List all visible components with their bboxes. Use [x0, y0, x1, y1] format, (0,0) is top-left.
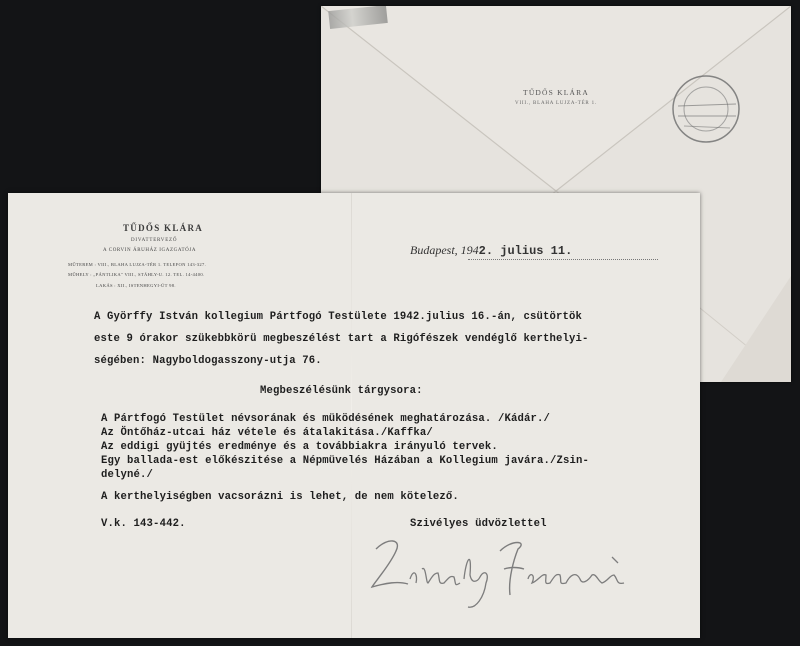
handwritten-signature — [368, 529, 658, 619]
agenda-item: Az eddigi gyüjtés eredménye és a továbbiakra irányuló tervek. — [101, 441, 498, 453]
letterhead-name: TŰDŐS KLÁRA — [123, 223, 204, 233]
envelope-sender-name: TŰDŐS KLÁRA — [523, 88, 589, 97]
letter-sheet — [8, 193, 700, 638]
agenda-item: A Pártfogó Testület névsorának és müködésének meghatározása. /Kádár./ — [101, 413, 551, 425]
letter-date — [410, 243, 572, 258]
letterhead-muterem: MŰTEREM : VIII., BLAHA LUJZA-TÉR 1. TELEFON 143-327. — [68, 262, 207, 267]
body-line: A Györffy István kollegium Pártfogó Testülete 1942.julius 16.-án, csütörtök — [94, 311, 583, 323]
date-dotted-line — [468, 259, 658, 260]
postmark-stamp — [666, 64, 746, 154]
dinner-note: A kerthelyiségben vacsorázni is lehet, de nem kötelező. — [101, 491, 459, 503]
agenda-item: delyné./ — [101, 469, 154, 481]
agenda-item: Az Öntőház-utcai ház vétele és átalakitása./Kaffka/ — [101, 427, 433, 439]
agenda-title: Megbeszélésünk tárgysora: — [260, 385, 423, 397]
reference-number: V.k. 143-442. — [101, 518, 186, 530]
letterhead-role: DIVATTERVEZŐ — [131, 238, 178, 243]
letterhead-lakas: LAKÁS : XII., ISTENHEGYI-ÚT 98. — [96, 283, 176, 288]
agenda-item: Egy ballada-est előkészitése a Népmüvelés Házában a Kollegium javára./Zsin- — [101, 455, 590, 467]
envelope-sender-address: VIII., BLAHA LUJZA-TÉR 1. — [515, 101, 597, 106]
letterhead-muhely: MŰHELY : „PÁNTLIKA" VIII., STÁHLY-U. 12. TEL. 14-4400. — [68, 272, 205, 277]
date-place-prefix: Budapest, 194 — [410, 243, 479, 257]
date-typed: 2. julius 11. — [478, 244, 573, 258]
body-line: este 9 órakor szükebbkörü megbeszélést tart a Rigófészek vendéglő kerthelyi- — [94, 333, 589, 345]
body-line: ségében: Nagyboldogasszony-utja 76. — [94, 355, 322, 367]
closing-greeting: Szivélyes üdvözlettel — [410, 518, 547, 530]
letterhead-corvin: A CORVIN ÁRUHÁZ IGAZGATÓJA — [103, 248, 197, 253]
